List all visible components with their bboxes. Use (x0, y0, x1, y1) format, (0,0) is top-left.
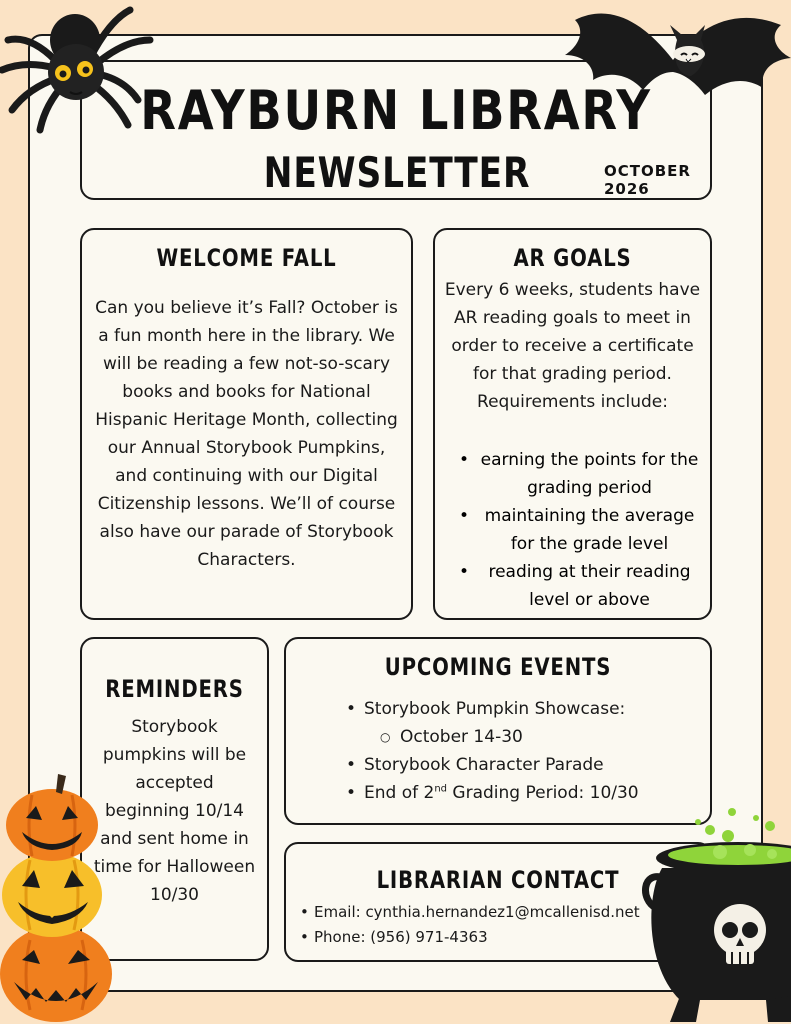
event-text: Grading Period: 10/30 (447, 783, 639, 803)
issue-date (604, 162, 691, 198)
list-item: • reading at their reading level or above (449, 558, 702, 614)
ordinal-suffix: nd (434, 783, 448, 795)
welcome-fall-section (80, 228, 413, 620)
ar-goals-list (449, 446, 702, 614)
contact-phone[interactable]: • Phone: (956) 971-4363 (298, 925, 704, 950)
ar-goals-section (433, 228, 712, 620)
list-item: • earning the points for the grading period (449, 446, 702, 502)
reminders-body: Storybook pumpkins will be accepted beginning 10/14 and sent home in time for Halloween 10/30 (93, 717, 256, 905)
list-item: • Storybook Pumpkin Showcase: (346, 695, 700, 723)
contact-heading: LIBRARIAN CONTACT (376, 866, 620, 894)
welcome-body: Can you believe it’s Fall? October is a fun month here in the library. We will be reading a few not-so-scary books and books for National Hispanic Heritage Month, collecting our Annual Storybook Pumpkins, and continuing with our Digital Citizenship lessons. We’ll of course also have our parade of Storybook Characters. (95, 298, 398, 570)
contact-email[interactable]: • Email: cynthia.hernandez1@mcallenisd.net (298, 900, 704, 925)
events-list (346, 695, 700, 807)
issue-month: OCTOBER (604, 162, 691, 180)
list-item: ○ October 14-30 (346, 723, 700, 751)
ar-goals-intro: Every 6 weeks, students have AR reading goals to meet in order to receive a certificate for that grading period. Requirements include: (444, 280, 701, 412)
spider-icon (0, 0, 160, 140)
newsletter-subtitle: NEWSLETTER (263, 148, 531, 197)
cauldron-icon (640, 800, 791, 1024)
reminders-heading: REMINDERS (105, 675, 244, 703)
upcoming-events-section (284, 637, 712, 825)
events-heading: UPCOMING EVENTS (384, 653, 612, 681)
list-item: • Storybook Character Parade (346, 751, 700, 779)
newsletter-title: RAYBURN LIBRARY (140, 79, 652, 142)
list-item: • maintaining the average for the grade level (449, 502, 702, 558)
bat-icon (555, 0, 791, 120)
jack-o-lantern-icon (0, 770, 118, 1024)
ar-goals-heading: AR GOALS (513, 244, 632, 272)
issue-year: 2026 (604, 180, 650, 198)
event-text: End of 2 (364, 783, 435, 803)
welcome-heading: WELCOME FALL (156, 244, 337, 272)
